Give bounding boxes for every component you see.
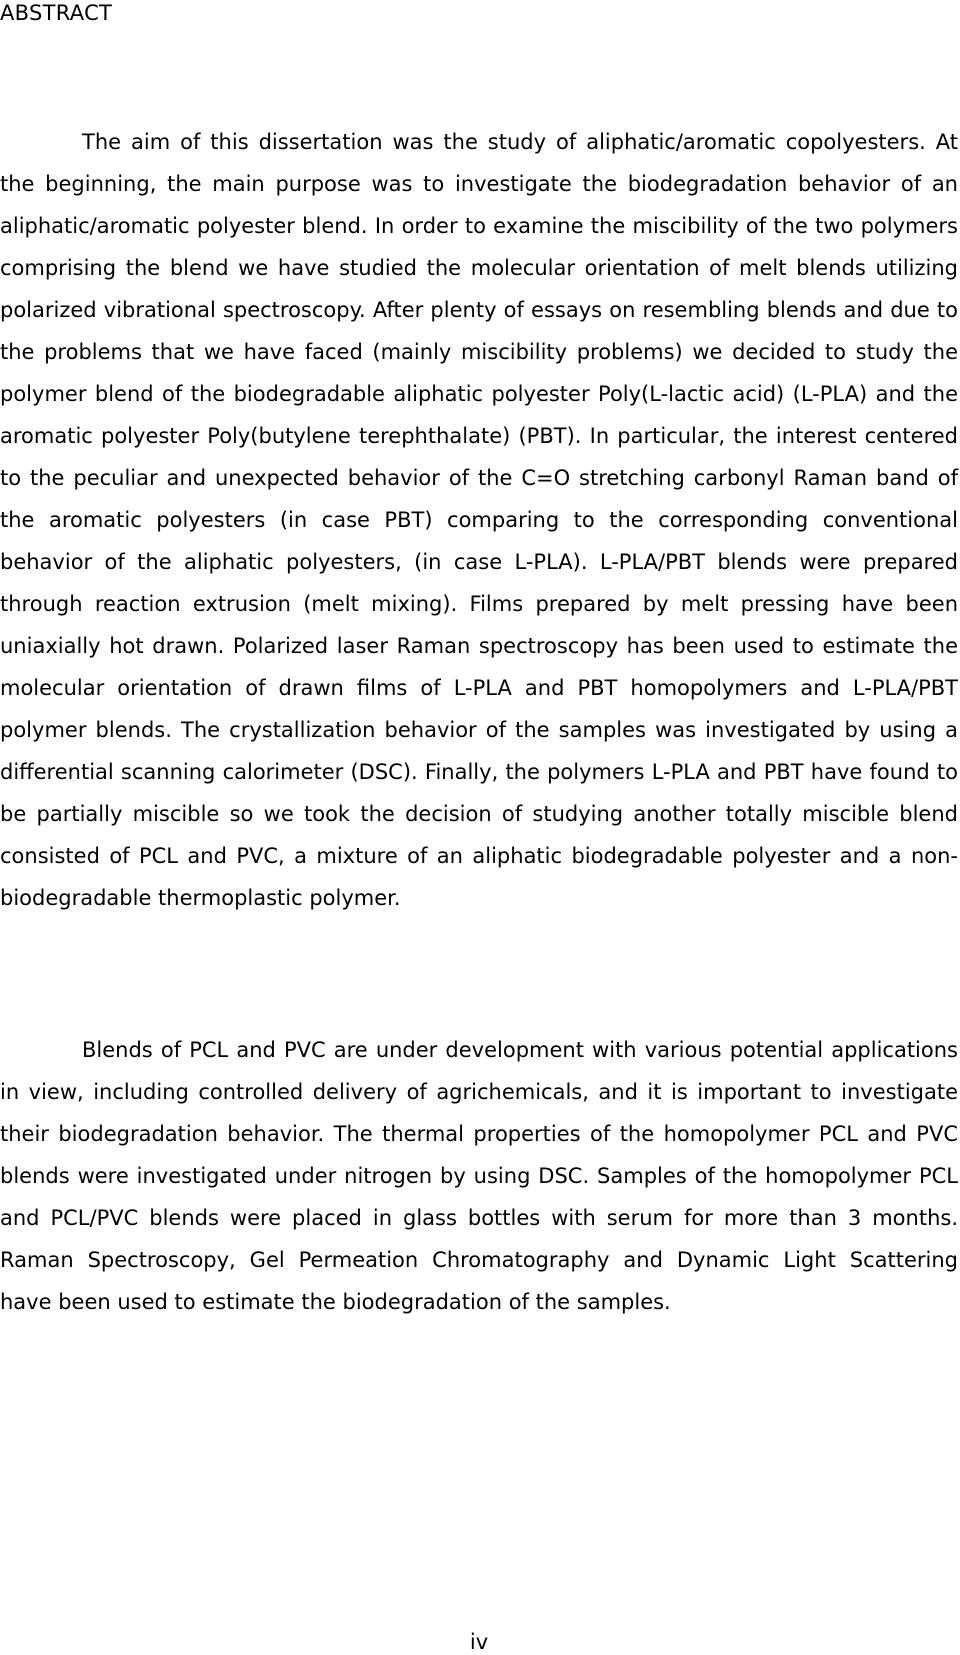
abstract-paragraph-1: The aim of this dissertation was the study of aliphatic/aromatic copolyesters. At the beginning, the main purpose was to investigate the biodegradation behavior of an aliphatic/aromatic polyester blend. In order to examine the miscibility of the two polymers comprising the blend we have studied the molecular orientation of melt blends utilizing polarized vibrational spectroscopy. After plenty of essays on resembling blends and due to the problems that we have faced (mainly miscibility problems) we decided to study the polymer blend of the biodegradable aliphatic polyester Poly(L-lactic acid) (L-PLA) and the aromatic polyester Poly(butylene terephthalate) (PBT). In particular, the interest centered to the peculiar and unexpected behavior of the C=O stretching carbonyl Raman band of the aromatic polyesters (in case PBT) comparing to the corresponding conventional behavior of the aliphatic polyesters, (in case L-PLA). L-PLA/PBT blends were prepared through reaction extrusion (melt mixing). Films prepared by melt pressing have been uniaxially hot drawn. Polarized laser Raman spectroscopy has been used to estimate the molecular orientation of drawn films of L-PLA and PBT homopolymers and L-PLA/PBT polymer blends. The crystallization behavior of the samples was investigated by using a differential scanning calorimeter (DSC). Finally, the polymers L-PLA and PBT have found to be partially miscible so we took the decision of studying another totally miscible blend consisted of PCL and PVC, a mixture of an aliphatic biodegradable polyester and a non-biodegradable thermoplastic polymer. [0,130,958,910]
abstract-heading: ABSTRACT [0,1,113,25]
page-number: iv [469,1630,489,1654]
abstract-paragraph-2: Blends of PCL and PVC are under development with various potential applications in view, including controlled delivery of agrichemicals, and it is important to investigate their biodegradation behavior. The thermal properties of the homopolymer PCL and PVC blends were investigated under nitrogen by using DSC. Samples of the homopolymer PCL and PCL/PVC blends were placed in glass bottles with serum for more than 3 months. Raman Spectroscopy, Gel Permeation Chromatography and Dynamic Light Scattering have been used to estimate the biodegradation of the samples. [0,1038,958,1314]
